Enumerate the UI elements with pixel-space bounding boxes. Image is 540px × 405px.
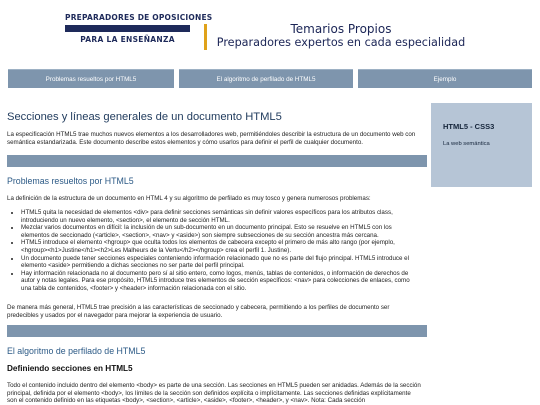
site-logo[interactable] xyxy=(65,13,213,44)
page-title: Secciones y líneas generales de un documento HTML5 xyxy=(7,111,282,123)
section-problemas-intro: La definición de la estructura de un documento en HTML 4 y su algoritmo de perfilado es muy tosco y genera numerosos problemas: xyxy=(7,195,371,202)
section-divider-band xyxy=(7,155,427,167)
intro-paragraph: La especificación HTML5 trae muchos nuevos elementos a los desarrolladores web, permitiéndoles describir la estructura de un documento web con semántica estandarizada. Este documento describe estos elementos y cómo usarlos para definir el perfil de cualquier documento. xyxy=(7,131,416,146)
logo-bottom-text: PARA LA ENSEÑANZA xyxy=(80,35,175,44)
nav-item-problemas[interactable]: Problemas resueltos por HTML5 xyxy=(8,69,174,88)
list-item: • HTML5 quita la necesidad de elementos <div> para definir secciones semánticas sin definir valores específicos para los atributos class, introduciendo un nuevo elemento, <section>, el elemento de sección HTML. xyxy=(21,209,421,224)
subsection-title-definiendo: Definiendo secciones en HTML5 xyxy=(7,364,133,373)
section-problemas-outro: De manera más general, HTML5 trae precisión a las características de seccionado y cabecera, permitiendo a los perfiles de documento ser predecibles y usados por el navegador para mejorar la experiencia de usuario. xyxy=(7,304,390,319)
list-item: • Mezclar varios documentos en difícil: la inclusión de un sub-documento en un documento principal. Esto se resuelve en HTML5 con los elementos de seccionado (<article>, <section>, <nav> y <aside>) son siempre subsecciones de su sección ancestra más cercana. xyxy=(21,224,421,239)
sidebar-title: HTML5 - CSS3 xyxy=(443,122,495,131)
section-title-algoritmo: El algoritmo de perfilado de HTML5 xyxy=(7,346,146,356)
site-header xyxy=(0,0,540,62)
logo-top-text: PREPARADORES DE OPOSICIONES xyxy=(65,13,213,22)
problems-list xyxy=(7,209,421,293)
slogan-line-2: Preparadores expertos en cada especialidad xyxy=(216,36,466,49)
section-divider-band xyxy=(7,325,427,337)
nav-item-ejemplo[interactable]: Ejemplo xyxy=(358,69,532,88)
sidebar xyxy=(431,103,532,187)
list-item: • Hay información relacionada no al documento pero sí al sitio entero, como logos, menús, tablas de contenidos, o información de derechos de autor y notas legales. Para ese propósito, HTML5 introduce tres elementos de sección específicos: <nav> para colecciones de enlaces, como una tabla de contenidos, <footer> y <header> información relacionada con el sitio. xyxy=(21,270,421,293)
list-item: • HTML5 introduce el elemento <hgroup> que oculta todos los elementos de cabecera excepto el primero de más alto rango (por ejemplo, <hgroup><h1>Justine</h1><h2>Les Malheurs de la Vertu</h2></hgroup> crea el perfil 1. Justine). xyxy=(21,239,421,254)
section-title-problemas: Problemas resueltos por HTML5 xyxy=(7,176,134,186)
slogan-accent-bar xyxy=(204,24,207,50)
slogan-line-1: Temarios Propios xyxy=(290,22,392,36)
logo-rule xyxy=(65,25,190,32)
nav-item-algoritmo[interactable]: El algoritmo de perfilado de HTML5 xyxy=(179,69,353,88)
section-algoritmo-text: Todo el contenido incluido dentro del elemento <body> es parte de una sección. Las secciones en HTML5 pueden ser anidadas. Además de la sección principal, definida por el elemento <body>, los límites de la sección son definidos explícita o implícitamente. Las secciones definidas explícitamente son el contenido definido en las etiquetas <body>, <section>, <article>, <aside>, <footer>, <header>, y <nav>. Nota: Cada sección xyxy=(7,382,421,405)
main-content xyxy=(0,103,428,405)
sidebar-link-web-semantica[interactable]: La web semántica xyxy=(443,141,490,147)
list-item: • Un documento puede tener secciones especiales conteniendo información relacionado que no es parte del flujo principal. HTML5 introduce el elemento <aside> permitiendo a dichas secciones no ser parte del perfil principal. xyxy=(21,255,421,270)
main-nav xyxy=(8,69,532,88)
site-slogan xyxy=(210,23,472,49)
